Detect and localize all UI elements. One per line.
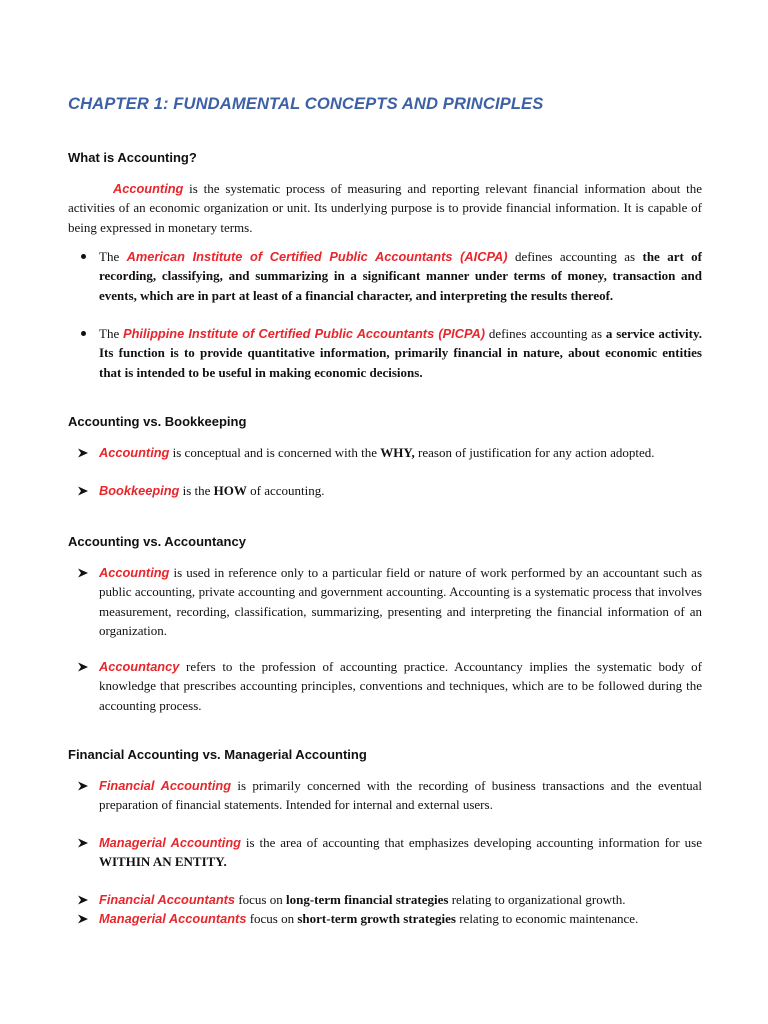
arrowhead-right-icon <box>76 481 90 500</box>
section-heading-what-is-accounting: What is Accounting? <box>68 150 197 165</box>
term-managerial-accounting: Managerial Accounting <box>99 835 241 850</box>
term-financial-accountants: Financial Accountants <box>99 892 236 907</box>
aicpa-definition: the art of recording, classifying, and summarizing in a significant manner under terms of money, transaction and events, which are in part at least of a financial character, and interpreting the results thereof. <box>99 249 703 303</box>
term-accounting: Accounting <box>113 181 184 196</box>
term-bookkeeping: Bookkeeping <box>99 483 180 498</box>
arrowhead-right-icon <box>76 909 90 928</box>
arrowhead-right-icon <box>76 833 90 852</box>
arrowhead-right-icon <box>76 890 90 909</box>
term-accounting: Accounting <box>99 445 170 460</box>
bullet-item-picpa: The Philippine Institute of Certified Public Accountants (PICPA) defines accounting as a service activity. Its function is to provide quantitative information, primarily financial in nature, about economic entities that is intended to be useful in making economic decisions. <box>68 324 702 382</box>
intro-text: is the systematic process of measuring and reporting relevant financial information about the activities of an economic organization or unit. Its underlying purpose is to provide financial information. It is capable of being expressed in monetary terms. <box>68 181 702 235</box>
picpa-definition: a service activity. Its function is to provide quantitative information, primarily financial in nature, about economic entities that is intended to be useful in making economic decisions. <box>99 326 703 380</box>
arrowhead-right-icon <box>76 563 90 582</box>
arrowhead-right-icon <box>76 443 90 462</box>
section-heading-accounting-vs-accountancy: Accounting vs. Accountancy <box>68 534 246 549</box>
arrowhead-right-icon <box>76 776 90 795</box>
bullet-dot-icon <box>76 247 90 266</box>
term-financial-accounting: Financial Accounting <box>99 778 232 793</box>
arrow-item-financial-accounting: Financial Accounting is primarily concerned with the recording of business transactions and the eventual preparation of financial statements. Intended for internal and external users. <box>68 776 702 815</box>
term-aicpa: American Institute of Certified Public Accountants (AICPA) <box>126 249 508 264</box>
arrow-item-accountancy-definition: Accountancy refers to the profession of accounting practice. Accountancy implies the systematic body of knowledge that prescribes accounting principles, conventions and techniques, which are to be followed during the accounting process. <box>68 657 702 715</box>
arrow-item-managerial-accounting: Managerial Accounting is the area of accounting that emphasizes developing accounting information for use WITHIN AN ENTITY. <box>68 833 702 872</box>
arrow-item-bookkeeping-how: Bookkeeping is the HOW of accounting. <box>68 481 702 500</box>
arrow-item-financial-accountants: Financial Accountants focus on long-term financial strategies relating to organizational growth. <box>68 890 702 909</box>
bullet-item-aicpa: The American Institute of Certified Public Accountants (AICPA) defines accounting as the art of recording, classifying, and summarizing in a significant manner under terms of money, transaction and events, which are in part at least of a financial character, and interpreting the results thereof. <box>68 247 702 305</box>
term-accounting: Accounting <box>99 565 170 580</box>
term-picpa: Philippine Institute of Certified Public Accountants (PICPA) <box>123 326 486 341</box>
arrow-item-managerial-accountants: Managerial Accountants focus on short-term growth strategies relating to economic maintenance. <box>68 909 702 928</box>
term-managerial-accountants: Managerial Accountants <box>99 911 247 926</box>
section-heading-financial-vs-managerial: Financial Accounting vs. Managerial Accounting <box>68 747 367 762</box>
arrowhead-right-icon <box>76 657 90 676</box>
intro-paragraph <box>68 179 702 237</box>
arrow-item-accounting-why: Accounting is conceptual and is concerned with the WHY, reason of justification for any action adopted. <box>68 443 702 462</box>
term-accountancy: Accountancy <box>99 659 180 674</box>
chapter-title: CHAPTER 1: FUNDAMENTAL CONCEPTS AND PRINCIPLES <box>68 94 544 113</box>
arrow-item-accounting-definition: Accounting is used in reference only to a particular field or nature of work performed by an accountant such as public accounting, private accounting and government accounting. Accounting is a systematic process that involves measurement, recording, classification, summarizing, presenting and interpreting the financial information of an organization. <box>68 563 702 641</box>
section-heading-accounting-vs-bookkeeping: Accounting vs. Bookkeeping <box>68 414 247 429</box>
bullet-dot-icon <box>76 324 90 343</box>
